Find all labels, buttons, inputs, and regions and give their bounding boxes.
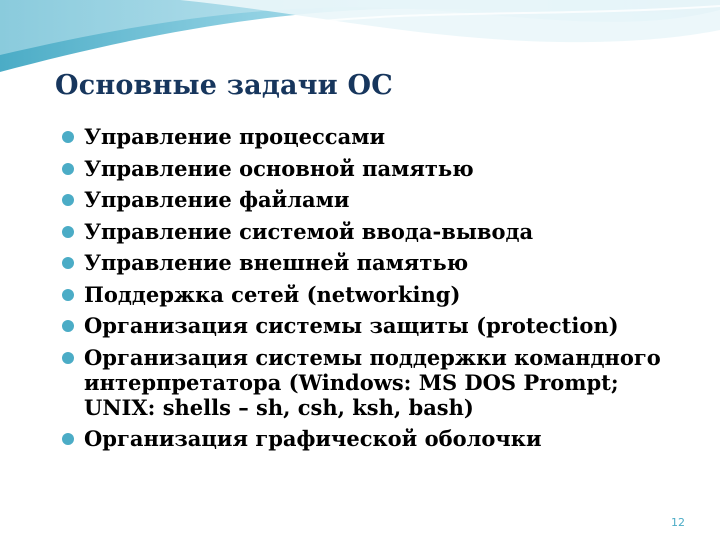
bullet-text: Управление файлами	[84, 187, 350, 212]
bullet-text: Управление системой ввода-вывода	[84, 218, 534, 244]
bullet-item	[62, 187, 682, 212]
bullet-item	[62, 426, 682, 451]
bullet-item	[62, 219, 682, 244]
bullet-text: Управление основной памятью	[84, 155, 474, 181]
bullet-dot-icon	[62, 194, 74, 206]
bullet-dot-icon	[62, 352, 74, 364]
bullet-list	[62, 124, 682, 458]
bullet-dot-icon	[62, 289, 74, 301]
slide-title: Основные задачи ОС	[55, 70, 393, 101]
bullet-item	[62, 156, 682, 181]
bullet-text: Организация системы поддержки командного интерпретатора (Windows: MS DOS Prompt; UNIX: shells – sh, csh, ksh, bash)	[84, 344, 661, 420]
bullet-text: Управление процессами	[84, 124, 386, 149]
bullet-item	[62, 282, 682, 307]
bullet-item	[62, 250, 682, 275]
bullet-dot-icon	[62, 320, 74, 332]
bullet-dot-icon	[62, 163, 74, 175]
bullet-dot-icon	[62, 226, 74, 238]
bullet-text: Управление внешней памятью	[84, 250, 469, 275]
bullet-text: Поддержка сетей (networking)	[84, 281, 461, 307]
bullet-item	[62, 313, 682, 338]
bullet-text: Организация системы защиты (protection)	[84, 313, 619, 338]
page-number: 12	[671, 516, 685, 529]
bullet-item	[62, 124, 682, 149]
bullet-dot-icon	[62, 433, 74, 445]
bullet-text: Организация графической оболочки	[84, 426, 542, 451]
bullet-dot-icon	[62, 131, 74, 143]
bullet-item	[62, 345, 682, 420]
bullet-dot-icon	[62, 257, 74, 269]
